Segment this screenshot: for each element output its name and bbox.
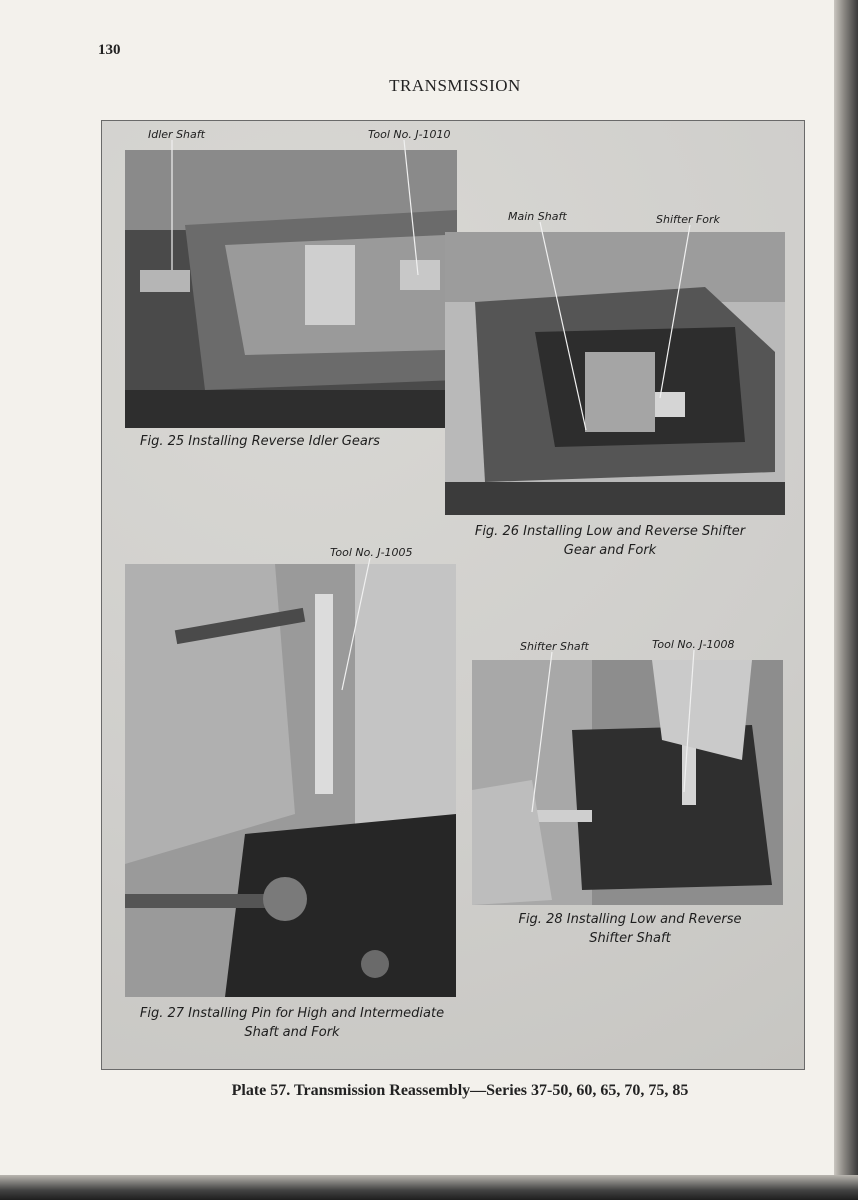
callout-shifter-shaft: Shifter Shaft [520,640,589,653]
fig27-photo [125,564,456,997]
callout-tool-j1005: Tool No. J-1005 [330,546,413,559]
fig28-caption-line1: Fig. 28 Installing Low and Reverse [518,912,742,927]
plate-caption: Plate 57. Transmission Reassembly—Series 37-50, 60, 65, 70, 75, 85 [231,1082,689,1099]
fig26-caption-line1: Fig. 26 Installing Low and Reverse Shifter [474,524,746,539]
callout-tool-j1010: Tool No. J-1010 [368,128,451,141]
callout-idler-shaft: Idler Shaft [148,128,205,141]
fig25-caption-line1: Fig. 25 Installing Reverse Idler Gears [140,434,380,449]
fig25-photo [125,150,457,428]
fig26-caption-line2: Gear and Fork [563,543,657,558]
page-number: 130 [98,42,121,58]
fig27-caption [112,1004,472,1042]
callout-main-shaft: Main Shaft [508,210,567,223]
running-head: TRANSMISSION [389,76,521,95]
fig28-caption-line2: Shifter Shaft [589,931,671,946]
book-spine-edge [834,0,858,1175]
fig27-caption-line2: Shaft and Fork [244,1025,340,1040]
callout-shifter-fork: Shifter Fork [656,213,720,226]
fig27-caption-line1: Fig. 27 Installing Pin for High and Intermediate [139,1006,445,1021]
fig26-photo [445,232,785,515]
scan-bottom-edge [0,1175,858,1200]
fig25-caption [140,432,420,451]
fig28-caption [490,910,770,948]
fig28-photo [472,660,783,905]
fig26-caption [455,522,765,560]
callout-tool-j1008: Tool No. J-1008 [652,638,735,651]
